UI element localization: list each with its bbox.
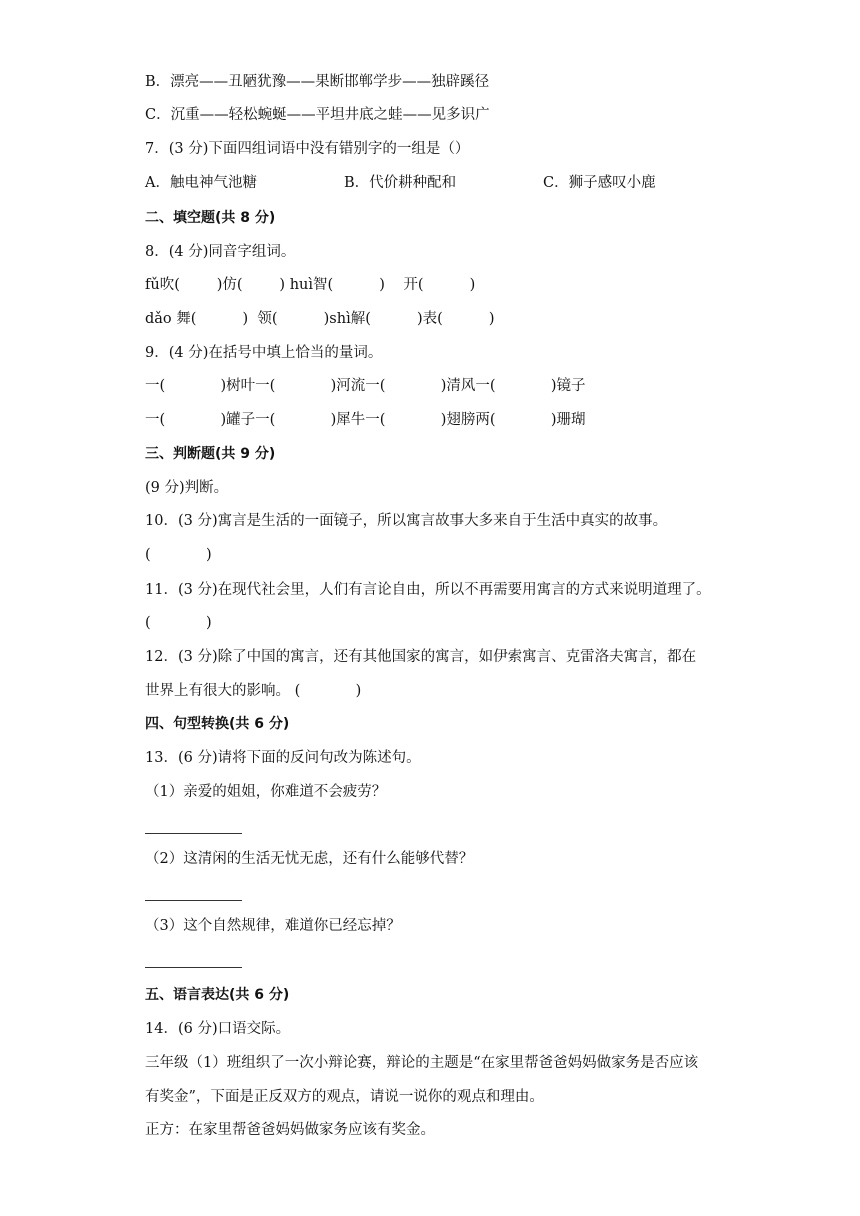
q11-stem: 11．(3 分)在现代社会里，人们有言论自由，所以不再需要用寓言的方式来说明道理了。 (145, 582, 711, 598)
q13-item-2: （2）这清闲的生活无忧无虑，还有什么能够代替？ (145, 851, 474, 867)
q9-stem: 9．(4 分)在括号中填上恰当的量词。 (145, 345, 383, 361)
q7-option-b: B．代价耕种配和 (344, 175, 457, 191)
q7-option-c: C．狮子感叹小鹿 (543, 175, 656, 191)
q6-option-b: B．漂亮——丑陋犹豫——果断邯郸学步——独辟蹊径 (145, 74, 490, 90)
section-title-expression: 五、语言表达(共 6 分) (145, 987, 290, 1003)
q14-paragraph-line-2: 有奖金”，下面是正反双方的观点，请说一说你的观点和理由。 (145, 1089, 544, 1105)
q13-answer-line-1 (145, 833, 242, 834)
q11-answer-blank: ( ) (145, 615, 212, 631)
q13-item-1: （1）亲爱的姐姐，你难道不会疲劳？ (145, 784, 387, 800)
section-title-fill-blank: 二、填空题(共 8 分) (145, 210, 276, 226)
q8-line-1: fǔ吹( )仿( ) huì智( ) 开( ) (145, 277, 476, 293)
q12-stem-line-2: 世界上有很大的影响。 ( ) (145, 683, 362, 699)
q9-line-2: 一( )罐子一( )犀牛一( )翅膀两( )珊瑚 (145, 412, 586, 428)
q13-answer-line-3 (145, 967, 242, 968)
q8-line-2: dǎo 舞( ) 领( )shì解( )表( ) (145, 311, 495, 327)
q12-stem-line-1: 12．(3 分)除了中国的寓言，还有其他国家的寓言，如伊索寓言、克雷洛夫寓言，都在 (145, 649, 697, 665)
q13-stem: 13．(6 分)请将下面的反问句改为陈述句。 (145, 750, 421, 766)
q9-line-1: 一( )树叶一( )河流一( )清风一( )镜子 (145, 378, 586, 394)
q8-stem: 8．(4 分)同音字组词。 (145, 244, 296, 260)
q14-stem: 14．(6 分)口语交际。 (145, 1021, 291, 1037)
q10-stem: 10．(3 分)寓言是生活的一面镜子，所以寓言故事大多来自于生活中真实的故事。 (145, 513, 668, 529)
q13-item-3: （3）这个自然规律，难道你已经忘掉？ (145, 918, 401, 934)
q7-stem: 7．(3 分)下面四组词语中没有错别字的一组是（） (145, 141, 470, 157)
q10-answer-blank: ( ) (145, 547, 212, 563)
q14-pro-side: 正方：在家里帮爸爸妈妈做家务应该有奖金。 (145, 1122, 435, 1138)
q7-option-a: A．触电神气池糖 (145, 175, 257, 191)
section3-intro: (9 分)判断。 (145, 480, 229, 496)
section-title-judgment: 三、判断题(共 9 分) (145, 446, 276, 462)
q13-answer-line-2 (145, 900, 242, 901)
q6-option-c: C．沉重——轻松蜿蜒——平坦井底之蛙——见多识广 (145, 107, 490, 123)
q14-paragraph-line-1: 三年级（1）班组织了一次小辩论赛，辩论的主题是“在家里帮爸爸妈妈做家务是否应该 (145, 1055, 699, 1071)
section-title-sentence: 四、句型转换(共 6 分) (145, 716, 290, 732)
